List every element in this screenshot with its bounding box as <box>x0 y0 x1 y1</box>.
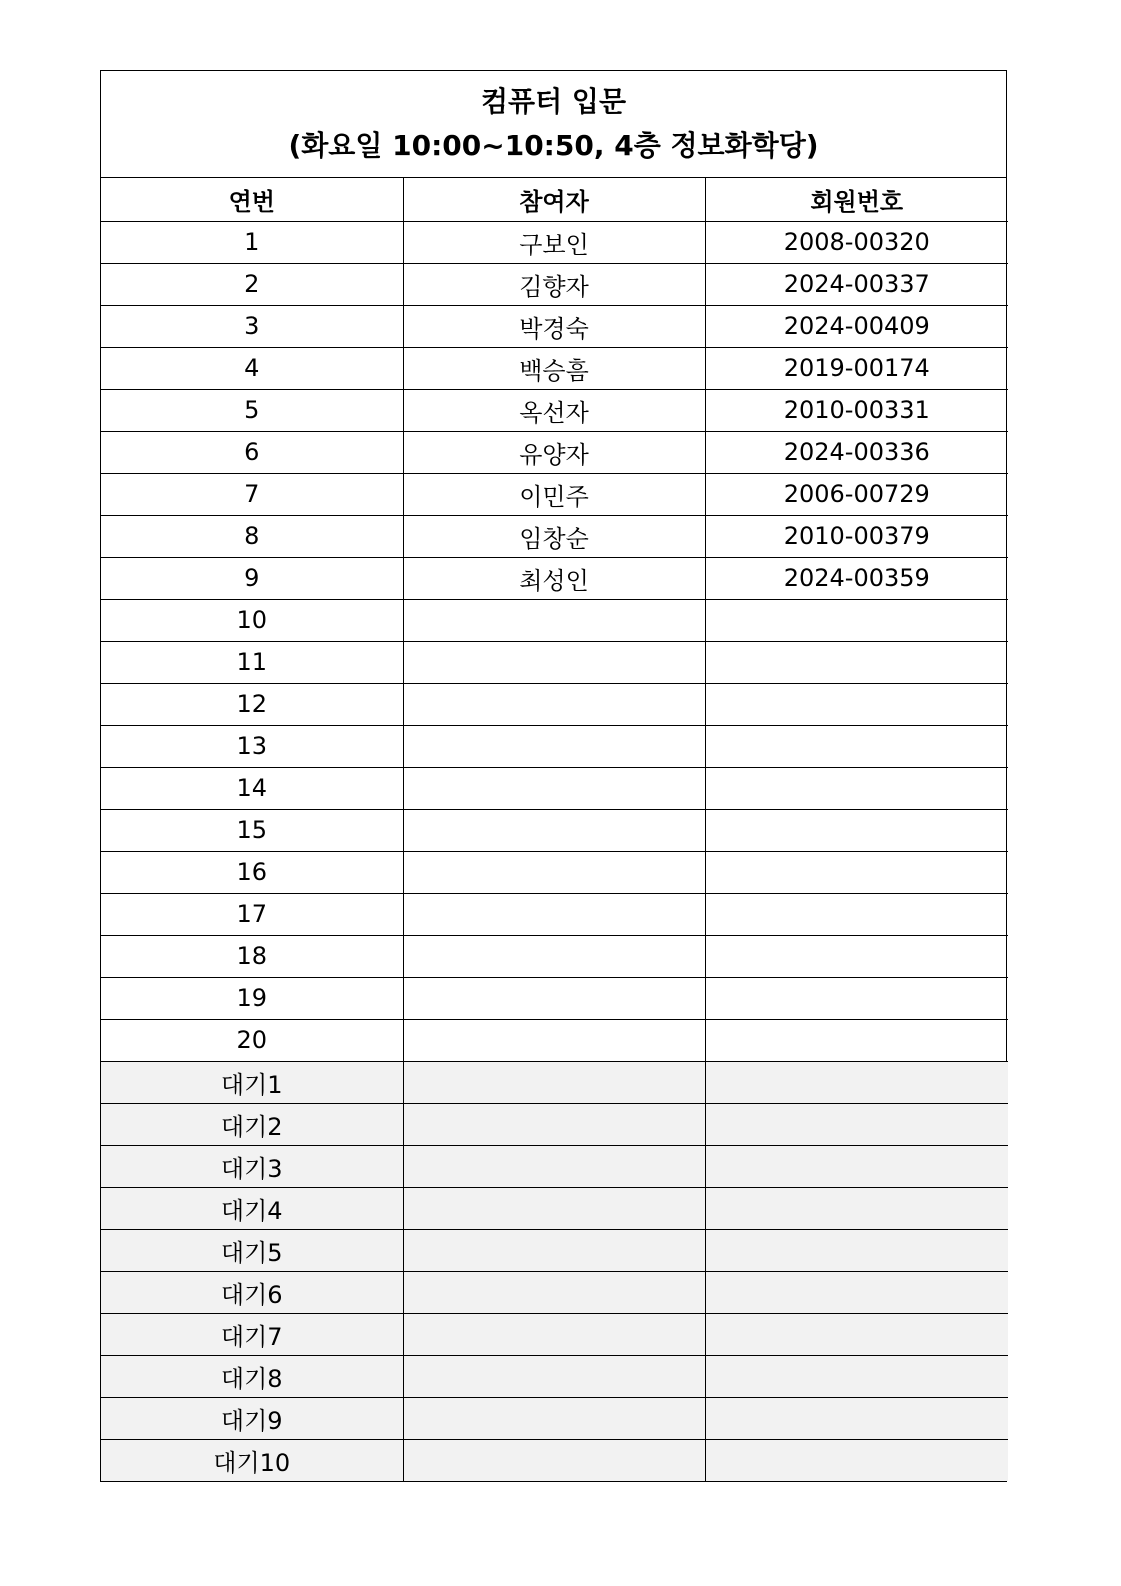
cell-member-id <box>705 851 1008 893</box>
cell-member-id: 2024-00359 <box>705 557 1008 599</box>
waitlist-row <box>101 1313 1008 1355</box>
waitlist-row <box>101 1397 1008 1439</box>
cell-participant: 박경숙 <box>403 305 705 347</box>
table-row <box>101 809 1008 851</box>
cell-participant <box>403 1355 705 1397</box>
cell-member-id <box>705 1439 1008 1481</box>
cell-number: 18 <box>101 935 403 977</box>
cell-participant <box>403 1145 705 1187</box>
cell-member-id <box>705 893 1008 935</box>
cell-member-id: 2010-00379 <box>705 515 1008 557</box>
waitlist-row <box>101 1187 1008 1229</box>
cell-number: 19 <box>101 977 403 1019</box>
cell-number: 15 <box>101 809 403 851</box>
cell-number: 3 <box>101 305 403 347</box>
cell-number: 대기8 <box>101 1355 403 1397</box>
table-row <box>101 851 1008 893</box>
cell-member-id <box>705 1019 1008 1061</box>
cell-participant: 옥선자 <box>403 389 705 431</box>
cell-participant <box>403 1187 705 1229</box>
cell-member-id <box>705 1229 1008 1271</box>
cell-member-id <box>705 767 1008 809</box>
cell-number: 20 <box>101 1019 403 1061</box>
cell-number: 5 <box>101 389 403 431</box>
cell-member-id: 2024-00337 <box>705 263 1008 305</box>
cell-participant: 임창순 <box>403 515 705 557</box>
cell-number: 1 <box>101 221 403 263</box>
cell-participant <box>403 1019 705 1061</box>
cell-number: 17 <box>101 893 403 935</box>
cell-participant <box>403 1061 705 1103</box>
cell-number: 12 <box>101 683 403 725</box>
cell-participant: 백승흠 <box>403 347 705 389</box>
table-row <box>101 221 1008 263</box>
waitlist-row <box>101 1439 1008 1481</box>
cell-member-id <box>705 1145 1008 1187</box>
cell-participant: 구보인 <box>403 221 705 263</box>
cell-participant <box>403 599 705 641</box>
cell-number: 대기2 <box>101 1103 403 1145</box>
cell-member-id <box>705 1355 1008 1397</box>
cell-member-id <box>705 725 1008 767</box>
cell-participant <box>403 1439 705 1481</box>
cell-number: 대기10 <box>101 1439 403 1481</box>
waitlist-row <box>101 1271 1008 1313</box>
waitlist-row <box>101 1355 1008 1397</box>
cell-number: 대기4 <box>101 1187 403 1229</box>
cell-member-id <box>705 1313 1008 1355</box>
table-row <box>101 935 1008 977</box>
cell-participant <box>403 641 705 683</box>
cell-number: 7 <box>101 473 403 515</box>
cell-member-id: 2010-00331 <box>705 389 1008 431</box>
cell-member-id <box>705 1271 1008 1313</box>
cell-member-id <box>705 935 1008 977</box>
waitlist-row <box>101 1103 1008 1145</box>
cell-number: 2 <box>101 263 403 305</box>
waitlist-row <box>101 1229 1008 1271</box>
cell-number: 14 <box>101 767 403 809</box>
cell-participant: 최성인 <box>403 557 705 599</box>
title-block <box>101 71 1006 178</box>
cell-member-id <box>705 641 1008 683</box>
course-schedule: (화요일 10:00~10:50, 4층 정보화학당) <box>288 129 819 162</box>
cell-participant <box>403 725 705 767</box>
cell-number: 6 <box>101 431 403 473</box>
table-row <box>101 515 1008 557</box>
cell-member-id <box>705 599 1008 641</box>
header-row <box>101 178 1008 221</box>
waitlist-row <box>101 1061 1008 1103</box>
cell-participant <box>403 1103 705 1145</box>
cell-number: 대기3 <box>101 1145 403 1187</box>
course-title: 컴퓨터 입문 <box>481 85 626 118</box>
cell-number: 8 <box>101 515 403 557</box>
table-body <box>101 221 1008 1481</box>
cell-number: 대기6 <box>101 1271 403 1313</box>
table-row <box>101 431 1008 473</box>
cell-number: 대기5 <box>101 1229 403 1271</box>
cell-participant <box>403 767 705 809</box>
table-row <box>101 263 1008 305</box>
cell-member-id <box>705 1187 1008 1229</box>
cell-number: 10 <box>101 599 403 641</box>
table-row <box>101 599 1008 641</box>
table-row <box>101 557 1008 599</box>
cell-member-id: 2019-00174 <box>705 347 1008 389</box>
table-row <box>101 1019 1008 1061</box>
waitlist-row <box>101 1145 1008 1187</box>
cell-number: 9 <box>101 557 403 599</box>
cell-number: 16 <box>101 851 403 893</box>
cell-participant <box>403 1271 705 1313</box>
table-row <box>101 473 1008 515</box>
cell-participant: 유양자 <box>403 431 705 473</box>
cell-member-id <box>705 809 1008 851</box>
cell-member-id: 2024-00409 <box>705 305 1008 347</box>
table-row <box>101 389 1008 431</box>
cell-member-id: 2024-00336 <box>705 431 1008 473</box>
cell-number: 대기1 <box>101 1061 403 1103</box>
table-row <box>101 725 1008 767</box>
cell-participant <box>403 935 705 977</box>
cell-participant: 김향자 <box>403 263 705 305</box>
cell-participant <box>403 1229 705 1271</box>
cell-participant <box>403 809 705 851</box>
header-number: 연번 <box>101 178 403 221</box>
table-row <box>101 977 1008 1019</box>
cell-participant <box>403 851 705 893</box>
attendance-sheet <box>100 70 1007 1482</box>
table-row <box>101 347 1008 389</box>
cell-participant <box>403 1397 705 1439</box>
cell-member-id <box>705 1103 1008 1145</box>
participant-table <box>101 178 1008 1481</box>
cell-member-id: 2008-00320 <box>705 221 1008 263</box>
cell-participant <box>403 977 705 1019</box>
table-row <box>101 641 1008 683</box>
cell-participant <box>403 893 705 935</box>
cell-member-id <box>705 683 1008 725</box>
cell-number: 4 <box>101 347 403 389</box>
cell-participant: 이민주 <box>403 473 705 515</box>
cell-number: 13 <box>101 725 403 767</box>
cell-participant <box>403 683 705 725</box>
table-row <box>101 683 1008 725</box>
cell-member-id <box>705 1061 1008 1103</box>
table-row <box>101 767 1008 809</box>
cell-number: 대기9 <box>101 1397 403 1439</box>
cell-member-id <box>705 977 1008 1019</box>
table-row <box>101 893 1008 935</box>
cell-member-id <box>705 1397 1008 1439</box>
cell-participant <box>403 1313 705 1355</box>
cell-member-id: 2006-00729 <box>705 473 1008 515</box>
cell-number: 대기7 <box>101 1313 403 1355</box>
header-participant: 참여자 <box>403 178 705 221</box>
cell-number: 11 <box>101 641 403 683</box>
table-row <box>101 305 1008 347</box>
header-member-id: 회원번호 <box>705 178 1008 221</box>
